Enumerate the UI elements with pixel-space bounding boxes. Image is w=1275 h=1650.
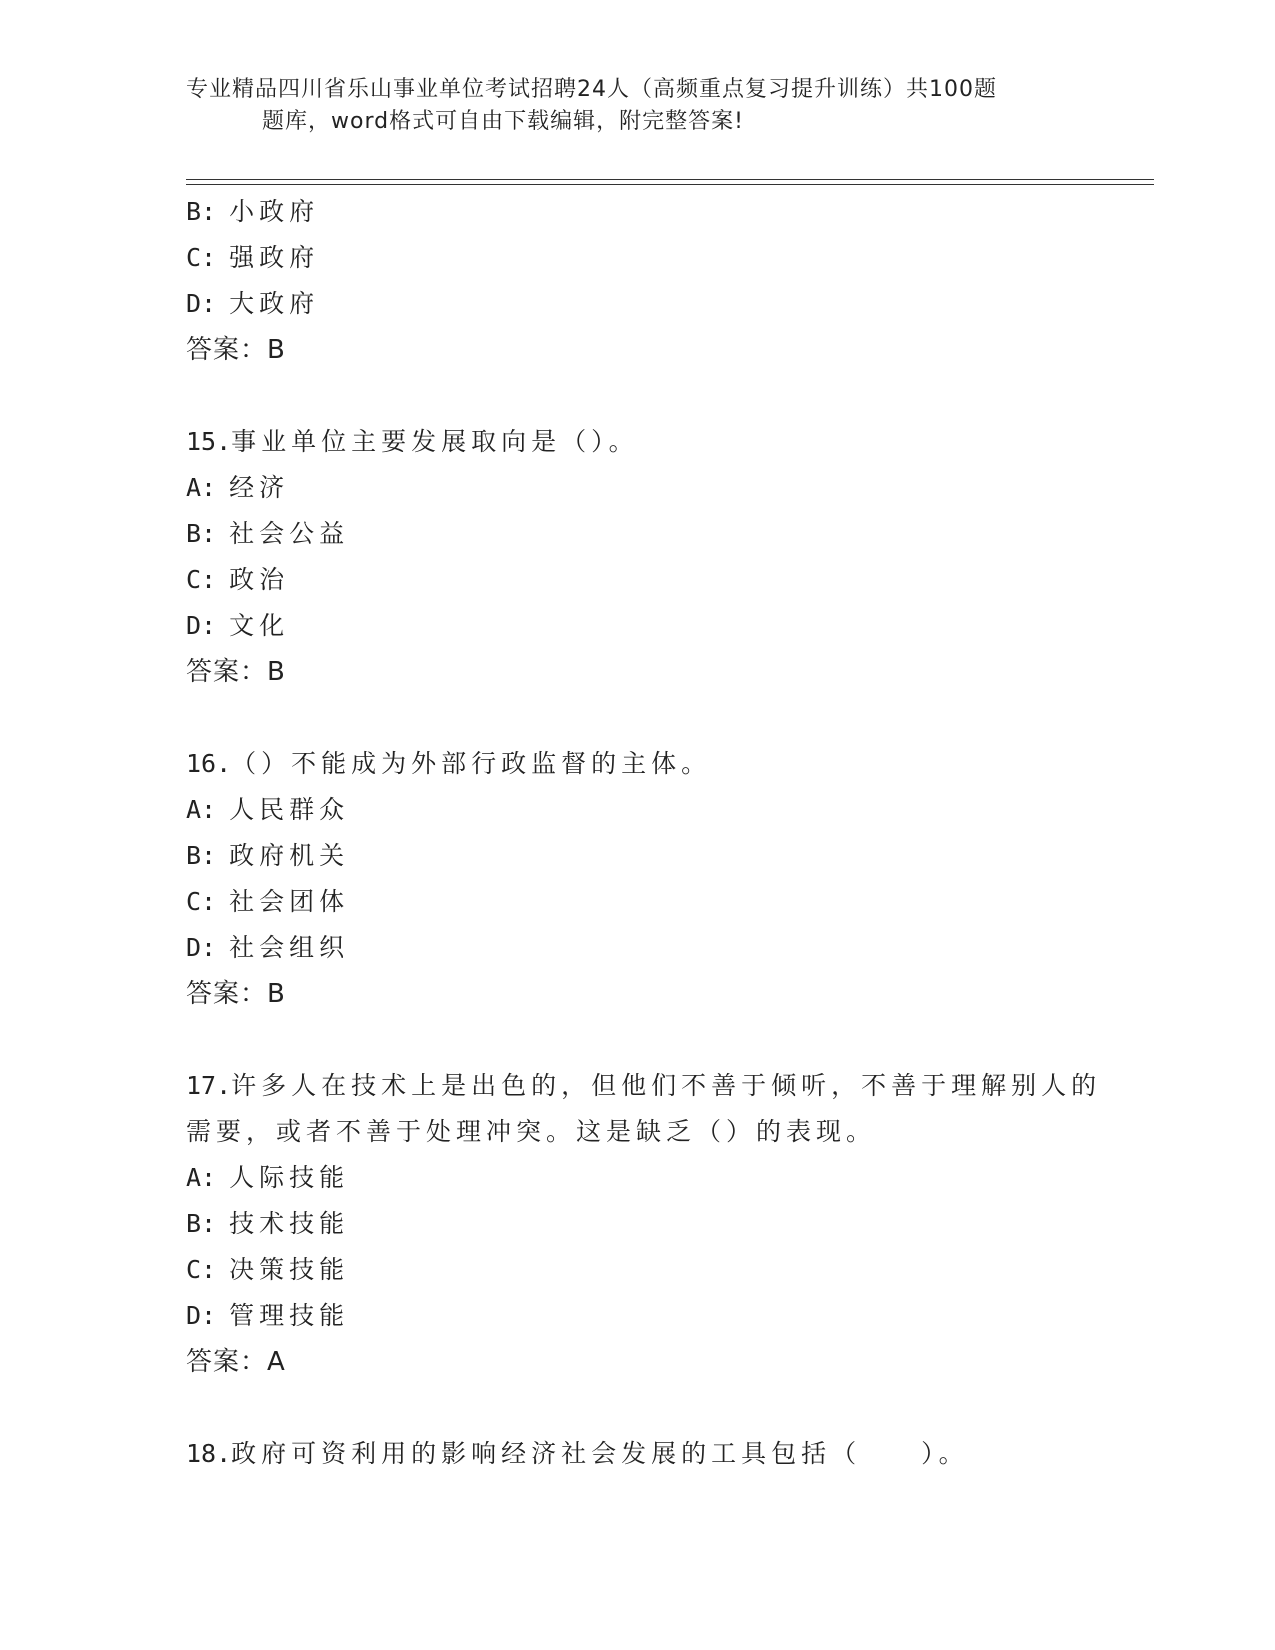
blank-line [186, 695, 1086, 741]
option-letter: D: [186, 1301, 217, 1330]
answer-line: 答案：B [186, 335, 286, 365]
question-number: 18. [186, 1439, 232, 1468]
question-text: 政府可资利用的影响经济社会发展的工具包括（ ）。 [231, 1439, 969, 1468]
option-spacer [216, 841, 229, 870]
header-rule-bottom [186, 184, 1154, 185]
question-stem-continued [186, 1109, 1086, 1155]
blank-line [186, 1385, 1086, 1431]
option-spacer [216, 611, 229, 640]
option-text: 政府机关 [229, 841, 350, 870]
question-stem [186, 741, 1086, 787]
option-text: 人民群众 [229, 795, 350, 824]
option-letter: B: [186, 1209, 217, 1238]
answer-option [186, 879, 1086, 925]
option-text: 管理技能 [229, 1301, 350, 1330]
option-letter: B: [186, 841, 217, 870]
option-text: 决策技能 [229, 1255, 350, 1284]
option-letter: B: [186, 197, 217, 226]
answer-line: 答案：B [186, 979, 286, 1009]
question-text: 事业单位主要发展取向是（）。 [231, 427, 639, 456]
blank-line [186, 373, 1086, 419]
option-text: 技术技能 [229, 1209, 350, 1238]
answer-option [186, 787, 1086, 833]
option-text: 社会团体 [229, 887, 350, 916]
option-text: 大政府 [229, 289, 320, 318]
question-text: 需要，或者不善于处理冲突。这是缺乏（）的表现。 [186, 1117, 877, 1146]
option-letter: C: [186, 565, 217, 594]
option-letter: C: [186, 1255, 217, 1284]
blank-line [186, 1017, 1086, 1063]
question-list [186, 189, 1102, 1477]
answer-option [186, 281, 1086, 327]
answer-option [186, 925, 1086, 971]
option-spacer [216, 289, 229, 318]
header-rule-top [186, 179, 1154, 180]
option-spacer [216, 243, 229, 272]
option-spacer [216, 473, 229, 502]
answer-option [186, 235, 1086, 281]
option-letter: D: [186, 611, 217, 640]
option-letter: A: [186, 795, 217, 824]
option-letter: C: [186, 887, 217, 916]
answer-option [186, 1201, 1086, 1247]
option-spacer [216, 197, 229, 226]
answer-option [186, 511, 1086, 557]
answer-option [186, 1247, 1086, 1293]
option-spacer [216, 887, 229, 916]
option-spacer [216, 519, 229, 548]
option-spacer [216, 1209, 229, 1238]
option-text: 人际技能 [229, 1163, 350, 1192]
answer-option [186, 557, 1086, 603]
question-text: （）不能成为外部行政监督的主体。 [231, 749, 712, 778]
option-spacer [216, 565, 229, 594]
option-letter: D: [186, 289, 217, 318]
answer-option [186, 1293, 1086, 1339]
option-spacer [216, 1255, 229, 1284]
option-letter: D: [186, 933, 217, 962]
answer-option [186, 1155, 1086, 1201]
question-number: 15. [186, 427, 232, 456]
question-text: 许多人在技术上是出色的，但他们不善于倾听，不善于理解别人的 [231, 1071, 1102, 1100]
option-text: 社会公益 [229, 519, 350, 548]
option-text: 政治 [229, 565, 290, 594]
option-text: 文化 [229, 611, 290, 640]
option-text: 强政府 [229, 243, 320, 272]
answer-line: 答案：A [186, 1347, 286, 1377]
question-stem [186, 1063, 1102, 1109]
option-text: 小政府 [229, 197, 320, 226]
option-spacer [216, 1301, 229, 1330]
question-number: 16. [186, 749, 232, 778]
option-letter: C: [186, 243, 217, 272]
option-letter: B: [186, 519, 217, 548]
option-letter: A: [186, 1163, 217, 1192]
answer-option [186, 603, 1086, 649]
document-header [186, 74, 1086, 138]
question-stem [186, 1431, 1086, 1477]
answer-option [186, 465, 1086, 511]
option-spacer [216, 1163, 229, 1192]
question-number: 17. [186, 1071, 232, 1100]
question-stem [186, 419, 1086, 465]
answer-option [186, 833, 1086, 879]
option-letter: A: [186, 473, 217, 502]
header-title-line2: 题库，word格式可自由下载编辑，附完整答案! [262, 109, 744, 134]
header-title-line1: 专业精品四川省乐山事业单位考试招聘24人（高频重点复习提升训练）共100题 [186, 77, 997, 102]
answer-line: 答案：B [186, 657, 286, 687]
option-text: 经济 [229, 473, 290, 502]
option-spacer [216, 933, 229, 962]
answer-option [186, 189, 1086, 235]
option-text: 社会组织 [229, 933, 350, 962]
option-spacer [216, 795, 229, 824]
